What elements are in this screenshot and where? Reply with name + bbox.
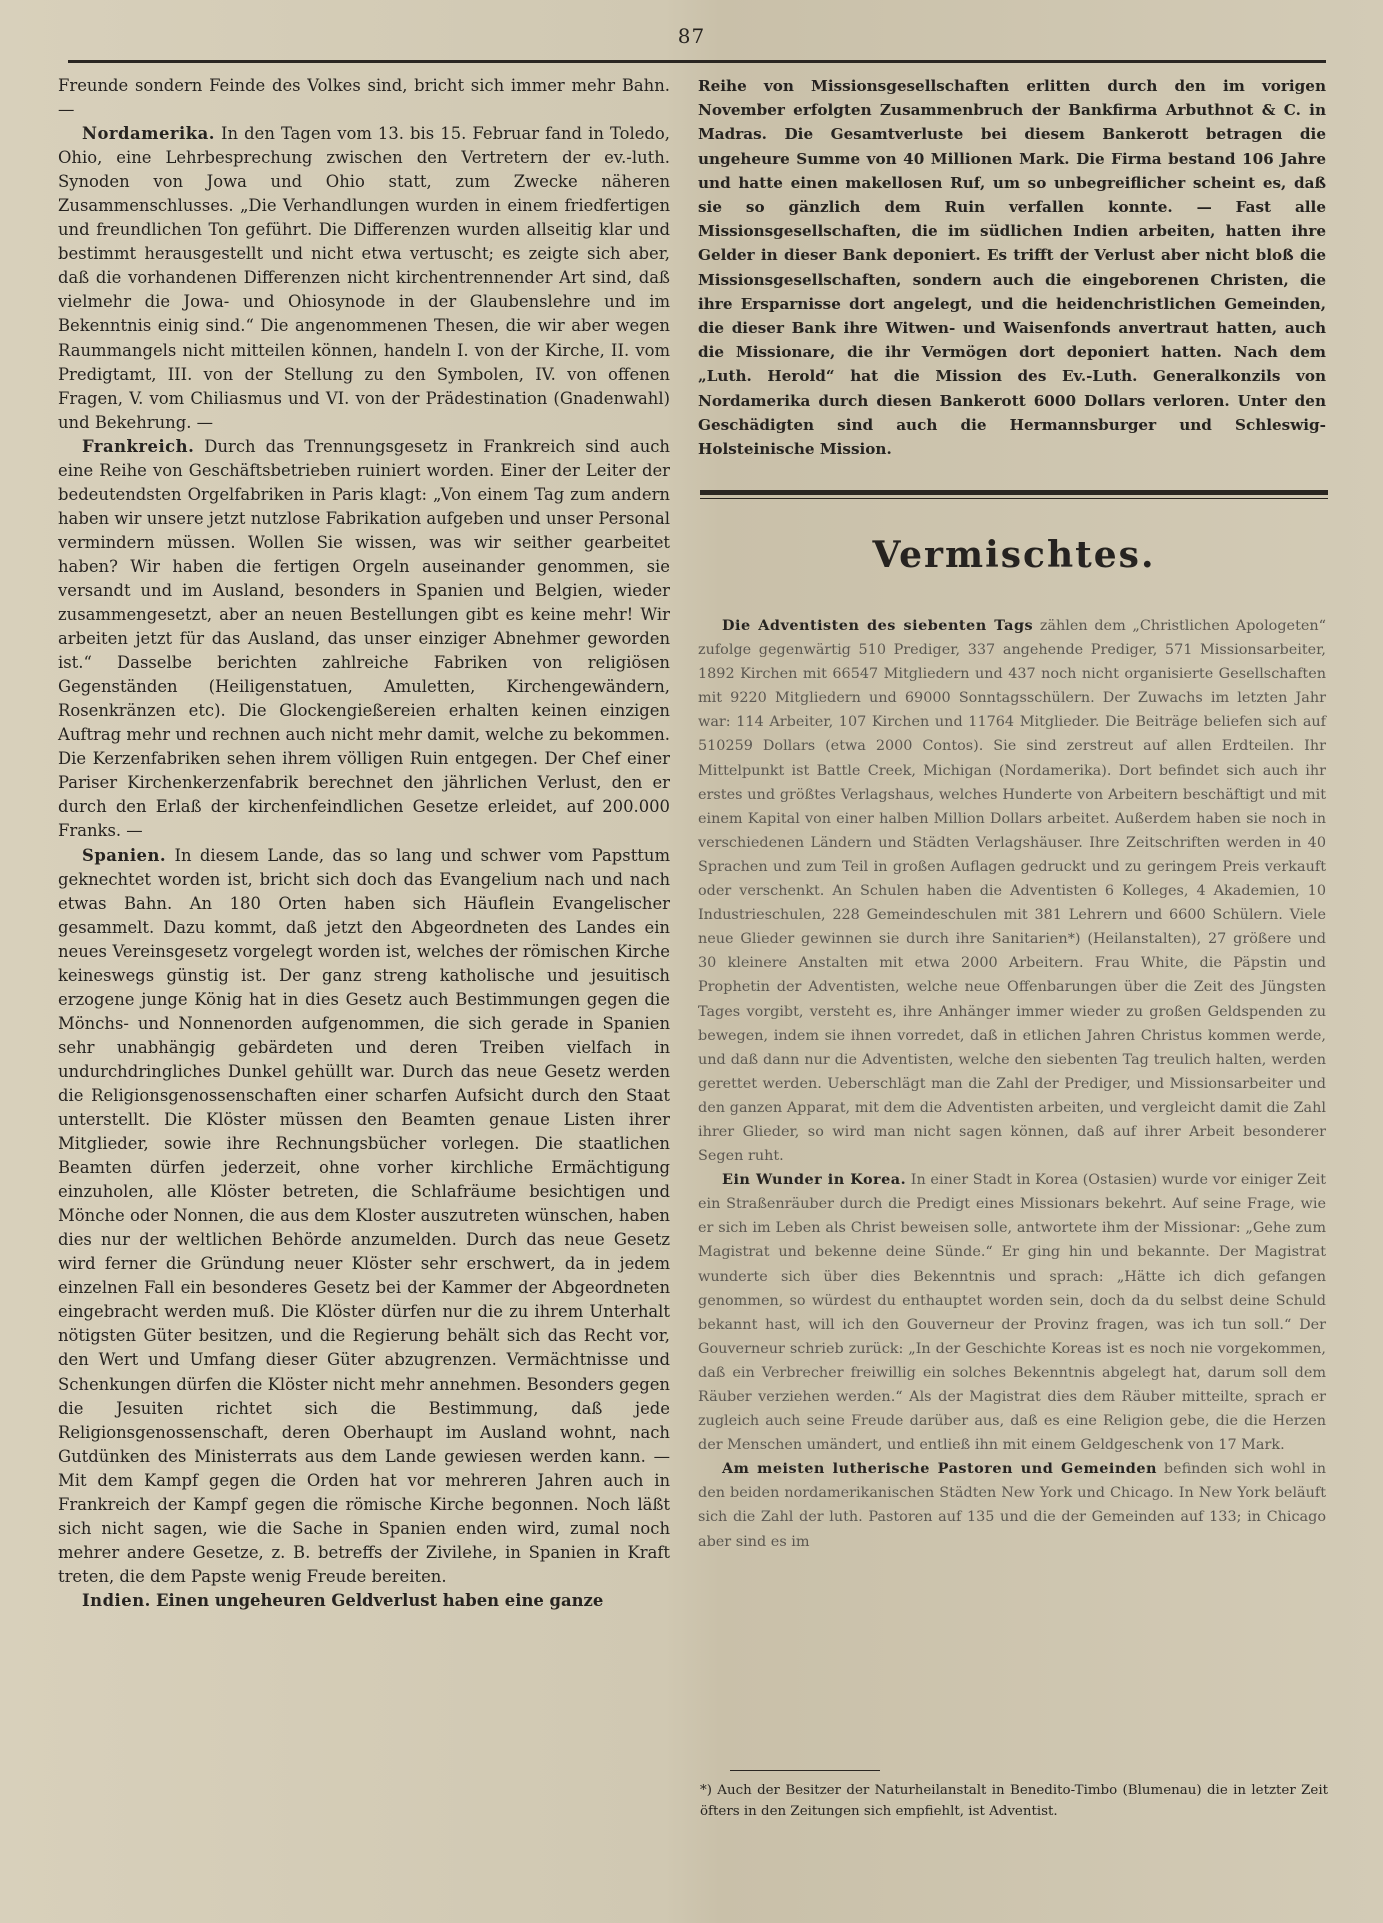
paragraph-lead: Nordamerika.: [82, 124, 215, 144]
paragraph-indien-continued: Reihe von Missionsgesellschaften erlitten durch den im vorigen November erfolgten Zusammenbruch der Bankfirma Arbuthnot & C. in Madras. Die Gesamtverluste bei diesem Bankerott betragen die ungeheure Summe von 40 Millionen Mark. Die Firma bestand 106 Jahre und hatte einen makellosen Ruf, um so unbegreiflicher scheint es, daß sie so gänzlich dem Ruin verfallen konnte. — Fast alle Missionsgesellschaften, die im südlichen Indien arbeiten, hatten ihre Gelder in dieser Bank deponiert. Es trifft der Verlust aber nicht bloß die Missionsgesellschaften, sondern auch die eingeborenen Christen, die ihre Ersparnisse dort angelegt, und die heidenchristlichen Gemeinden, die dieser Bank ihre Witwen- und Waisenfonds anvertraut hatten, auch die Missionare, die ihr Vermögen dort deponiert hatten. Nach dem „Luth. Herold“ hat die Mission des Ev.-Luth. Generalkonzils von Nordamerika durch diesen Bankerott 6000 Dollars verloren. Unter den Geschädigten sind auch die Hermannsburger und Schleswig-Holsteinische Mission.: [698, 77, 1326, 459]
paragraph-lead: Die Adventisten des siebenten Tags: [722, 617, 1034, 634]
section-divider: [700, 490, 1328, 499]
paragraph-lead: Indien.: [82, 1590, 151, 1610]
header-rule: [68, 60, 1326, 63]
paragraph-adventisten: Die Adventisten des siebenten Tags zählen dem „Christlichen Apologeten“ zufolge gegenwärtig 510 Prediger, 337 angehende Prediger, 571 Missionsarbeiter, 1892 Kirchen mit 66547 Mitgliedern und 437 noch nicht organisierte Gesellschaften mit 9220 Mitgliedern und 69000 Sonntagsschülern. Der Zuwachs im letzten Jahr war: 114 Arbeiter, 107 Kirchen und 11764 Mitglieder. Die Beiträge beliefen sich auf 510259 Dollars (etwa 2000 Contos). Sie sind zerstreut auf allen Erdteilen. Ihr Mittelpunkt ist Battle Creek, Michigan (Nordamerika). Dort befindet sich auch ihr erstes und größtes Verlagshaus, welches Hunderte von Arbeitern beschäftigt und mit einem Kapital von einer halben Million Dollars arbeitet. Außerdem haben sie noch in verschiedenen Ländern und Städten Verlagshäuser. Ihre Zeitschriften werden in 40 Sprachen und zum Teil in großen Auflagen gedruckt und zu geringem Preis verkauft oder verschenkt. An Schulen haben die Adventisten 6 Kolleges, 4 Akademien, 10 Industrieschulen, 228 Gemeindeschulen mit 381 Lehrern und 6600 Schülern. Viele neue Glieder gewinnen sie durch ihre Sanitarien*) (Heilanstalten), 27 größere und 30 kleinere Anstalten mit etwa 2000 Arbeitern. Frau White, die Päpstin und Prophetin der Adventisten, welche neue Offenbarungen über die Zeit des Jüngsten Tages vorgibt, versteht es, ihre Anhänger immer wieder zu großen Geldspenden zu bewegen, indem sie ihnen vorredet, daß in etlichen Jahren Christus kommen werde, und daß dann nur die Adventisten, welche den siebenten Tag treulich halten, werden gerettet werden. Ueberschlägt man die Zahl der Prediger, und Missionsarbeiter und den ganzen Apparat, mit dem die Adventisten arbeiten, und vergleicht damit die Zahl ihrer Glieder, so wird man nicht sagen können, daß auf ihrer Arbeit besonderer Segen ruht.: [698, 617, 1326, 1165]
paragraph-nordamerika: Nordamerika. In den Tagen vom 13. bis 15. Februar fand in Toledo, Ohio, eine Lehrbesprechung zwischen den Vertretern der ev.-luth. Synoden von Jowa und Ohio statt, zum Zwecke näheren Zusammenschlusses. „Die Verhandlungen wurden in einem friedfertigen und freundlichen Ton geführt. Die Differenzen wurden allseitig klar und bestimmt herausgestellt und nicht etwa vertuscht; es zeigte sich aber, daß die vorhandenen Differenzen nicht kirchentrennender Art sind, daß vielmehr die Jowa- und Ohiosynode in der Glaubenslehre und im Bekenntnis einig sind.“ Die angenommenen Thesen, die wir aber wegen Raummangels nicht mitteilen können, handeln I. von der Kirche, II. vom Predigtamt, III. von der Stellung zu den Symbolen, IV. von offenen Fragen, V. vom Chiliasmus und VI. von der Prädestination (Gnadenwahl) und Bekehrung. —: [58, 124, 670, 432]
paragraph-lead: Spanien.: [82, 845, 167, 865]
footnote: *) Auch der Besitzer der Naturheilanstalt in Benedito-Timbo (Blumenau) die in letzter Zeit öfters in den Zeitungen sich empfiehlt, ist Adventist.: [700, 1783, 1328, 1819]
right-column-top: [698, 74, 1326, 461]
footnote-rule: [730, 1770, 880, 1771]
paragraph-indien: Indien. Einen ungeheuren Geldverlust haben eine ganze: [82, 1590, 604, 1610]
paragraph-spanien: Spanien. In diesem Lande, das so lang und schwer vom Papsttum geknechtet worden ist, bricht sich doch das Evangelium nach und nach etwas Bahn. An 180 Orten haben sich Häuflein Evangelischer gesammelt. Dazu kommt, daß jetzt den Abgeordneten des Landes ein neues Vereinsgesetz vorgelegt worden ist, welches der römischen Kirche keineswegs günstig ist. Der ganz streng katholische und jesuitisch erzogene junge König hat in dies Gesetz auch Bestimmungen gegen die Mönchs- und Nonnenorden aufgenommen, die sich gerade in Spanien sehr unabhängig gebärdeten und deren Treiben vielfach in undurchdringliches Dunkel gehüllt war. Durch das neue Gesetz werden die Religionsgenossenschaften einer scharfen Aufsicht durch den Staat unterstellt. Die Klöster müssen den Beamten genaue Listen ihrer Mitglieder, sowie ihre Rechnungsbücher vorlegen. Die staatlichen Beamten dürfen jederzeit, ohne vorher kirchliche Ermächtigung einzuholen, alle Klöster betreten, die Schlafräume besichtigen und Mönche oder Nonnen, die aus dem Kloster auszutreten wünschen, haben dies nur der weltlichen Behörde anzumelden. Durch das neue Gesetz wird ferner die Gründung neuer Klöster sehr erschwert, da in jedem einzelnen Fall ein besonderes Gesetz bei der Kammer der Abgeordneten eingebracht werden muß. Die Klöster dürfen nur die zu ihrem Unterhalt nötigsten Güter besitzen, und die Regierung behält sich das Recht vor, den Wert und Umfang dieser Güter abzugrenzen. Vermächtnisse und Schenkungen dürfen die Klöster nicht mehr annehmen. Besonders gegen die Jesuiten richtet sich die Bestimmung, daß jede Religionsgenossenschaft, deren Oberhaupt im Ausland wohnt, nach Gutdünken des Ministerrats aus dem Lande gewiesen werden kann. — Mit dem Kampf gegen die Orden hat vor mehreren Jahren auch in Frankreich der Kampf gegen die römische Kirche begonnen. Noch läßt sich nicht sagen, wie die Sache in Spanien enden wird, zumal noch mehrer andere Gesetze, z. B. betreffs der Zivilehe, in Spanien in Kraft treten, die dem Papste wenig Freude bereiten.: [58, 845, 670, 1586]
paragraph-korea: Ein Wunder in Korea. In einer Stadt in Korea (Ostasien) wurde vor einiger Zeit ein Straßenräuber durch die Predigt eines Missionars bekehrt. Auf seine Frage, wie er sich im Leben als Christ beweisen solle, antwortete ihm der Missionar: „Gehe zum Magistrat und bekenne deine Sünde.“ Er ging hin und bekannte. Der Magistrat wunderte sich über dies Bekenntnis und sprach: „Hätte ich dich gefangen genommen, so würdest du enthauptet worden sein, doch da du selbst deine Schuld bekannt hast, will ich den Gouverneur der Provinz fragen, was ich tun soll.“ Der Gouverneur schrieb zurück: „In der Geschichte Koreas ist es noch nie vorgekommen, daß ein Verbrecher freiwillig ein solches Bekenntnis abgelegt hat, darum soll dem Räuber verziehen werden.“ Als der Magistrat dies dem Räuber mitteilte, sprach er zugleich auch seine Freude darüber aus, daß es eine Religion gebe, die die Herzen der Menschen umändert, und entließ ihn mit einem Geldgeschenk von 17 Mark.: [698, 1171, 1327, 1454]
section-title: Vermischtes.: [872, 534, 1156, 576]
paragraph-lutherische-pastoren: Am meisten lutherische Pastoren und Gemeinden befinden sich wohl in den beiden nordamerikanischen Städten New York und Chicago. In New York beläuft sich die Zahl der luth. Pastoren auf 135 und die der Gemeinden auf 133; in Chicago aber sind es im: [698, 1460, 1327, 1550]
paragraph-lead: Ein Wunder in Korea.: [722, 1171, 907, 1189]
paragraph-lead: Frankreich.: [82, 436, 195, 456]
right-column-bottom: [698, 614, 1326, 1554]
paragraph-lead: Am meisten lutherische Pastoren und Gemeinden: [722, 1460, 1157, 1478]
paragraph-continuation: Freunde sondern Feinde des Volkes sind, bricht sich immer mehr Bahn. —: [58, 76, 670, 120]
paragraph-frankreich: Frankreich. Durch das Trennungsgesetz in Frankreich sind auch eine Reihe von Geschäftsbetrieben ruiniert worden. Einer der Leiter der bedeutendsten Orgelfabriken in Paris klagt: „Von einem Tag zum andern haben wir unsere jetzt nutzlose Fabrikation aufgeben und unser Personal vermindern müssen. Wollen Sie wissen, was wir seither gearbeitet haben? Wir haben die fertigen Orgeln auseinander genommen, sie versandt und im Ausland, besonders in Spanien und Belgien, wieder zusammengesetzt, aber an neuen Bestellungen gibt es keine mehr! Wir arbeiten jetzt für das Ausland, das unser einziger Abnehmer geworden ist.“ Dasselbe berichten zahlreiche Fabriken von religiösen Gegenständen (Heiligenstatuen, Amuletten, Kirchengewändern, Rosenkränzen etc). Die Glockengießereien erhalten keinen einzigen Auftrag mehr und rechnen auch nicht mehr damit, welche zu bekommen. Die Kerzenfabriken sehen ihrem völligen Ruin entgegen. Der Chef einer Pariser Kirchenkerzenfabrik berechnet den jährlichen Verlust, den er durch den Erlaß der kirchenfeindlichen Gesetze erleidet, auf 200.000 Franks. —: [58, 436, 670, 841]
page-number: 87: [677, 24, 706, 48]
left-column: [58, 74, 670, 1613]
